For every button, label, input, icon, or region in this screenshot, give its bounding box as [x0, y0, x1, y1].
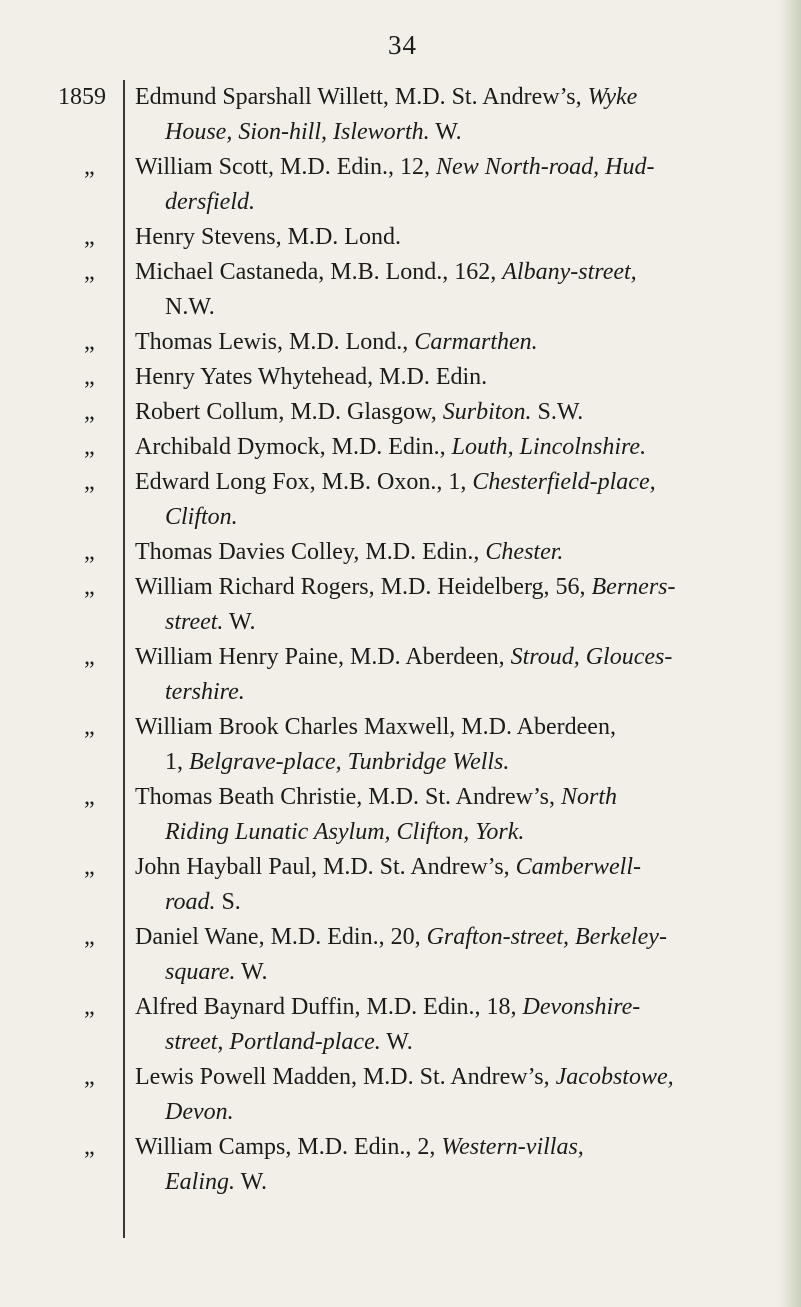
entry-5: „ Thomas Lewis, M.D. Lond., Carmarthen.: [0, 325, 801, 360]
entry-4: „ Michael Castaneda, M.B. Lond., 162, Albany-street, N.W.: [0, 255, 801, 325]
entry-10: „ Thomas Davies Colley, M.D. Edin., Chester.: [0, 535, 801, 570]
entry-1: 1859 Edmund Sparshall Willett, M.D. St. Andrew’s, Wyke House, Sion-hill, Isleworth. W.: [0, 80, 801, 150]
entry-11: „ William Richard Rogers, M.D. Heidelberg, 56, Berners- street. W.: [0, 570, 801, 640]
ditto-mark: „: [84, 434, 95, 460]
year-label: 1859: [58, 84, 106, 110]
ditto-mark: „: [84, 574, 95, 600]
entry-14: „ Thomas Beath Christie, M.D. St. Andrew’s, North Riding Lunatic Asylum, Clifton, York.: [0, 780, 801, 850]
ditto-mark: „: [84, 784, 95, 810]
ditto-mark: „: [84, 924, 95, 950]
entry-3: „ Henry Stevens, M.D. Lond.: [0, 220, 801, 255]
entry-16: „ Daniel Wane, M.D. Edin., 20, Grafton-street, Berkeley- square. W.: [0, 920, 801, 990]
ditto-mark: „: [84, 994, 95, 1020]
entry-9: „ Edward Long Fox, M.B. Oxon., 1, Chesterfield-place, Clifton.: [0, 465, 801, 535]
ditto-mark: „: [84, 399, 95, 425]
ditto-mark: „: [84, 854, 95, 880]
page-number: 34: [388, 30, 417, 60]
entry-19: „ William Camps, M.D. Edin., 2, Western-villas, Ealing. W.: [0, 1130, 801, 1200]
ditto-mark: „: [84, 1064, 95, 1090]
ditto-mark: „: [84, 259, 95, 285]
entry-13: „ William Brook Charles Maxwell, M.D. Aberdeen, 1, Belgrave-place, Tunbridge Wells.: [0, 710, 801, 780]
entry-8: „ Archibald Dymock, M.D. Edin., Louth, Lincolnshire.: [0, 430, 801, 465]
entry-15: „ John Hayball Paul, M.D. St. Andrew’s, Camberwell- road. S.: [0, 850, 801, 920]
ditto-mark: „: [84, 539, 95, 565]
ditto-mark: „: [84, 154, 95, 180]
entry-2: „ William Scott, M.D. Edin., 12, New North-road, Hud- dersfield.: [0, 150, 801, 220]
ditto-mark: „: [84, 1134, 95, 1160]
entry-17: „ Alfred Baynard Duffin, M.D. Edin., 18, Devonshire- street, Portland-place. W.: [0, 990, 801, 1060]
entry-12: „ William Henry Paine, M.D. Aberdeen, Stroud, Glouces- tershire.: [0, 640, 801, 710]
ditto-mark: „: [84, 329, 95, 355]
ditto-mark: „: [84, 364, 95, 390]
register-entries: [0, 80, 801, 1200]
entry-6: „ Henry Yates Whytehead, M.D. Edin.: [0, 360, 801, 395]
ditto-mark: „: [84, 469, 95, 495]
entry-18: „ Lewis Powell Madden, M.D. St. Andrew’s, Jacobstowe, Devon.: [0, 1060, 801, 1130]
ditto-mark: „: [84, 644, 95, 670]
ditto-mark: „: [84, 714, 95, 740]
entry-7: „ Robert Collum, M.D. Glasgow, Surbiton. S.W.: [0, 395, 801, 430]
ditto-mark: „: [84, 224, 95, 250]
